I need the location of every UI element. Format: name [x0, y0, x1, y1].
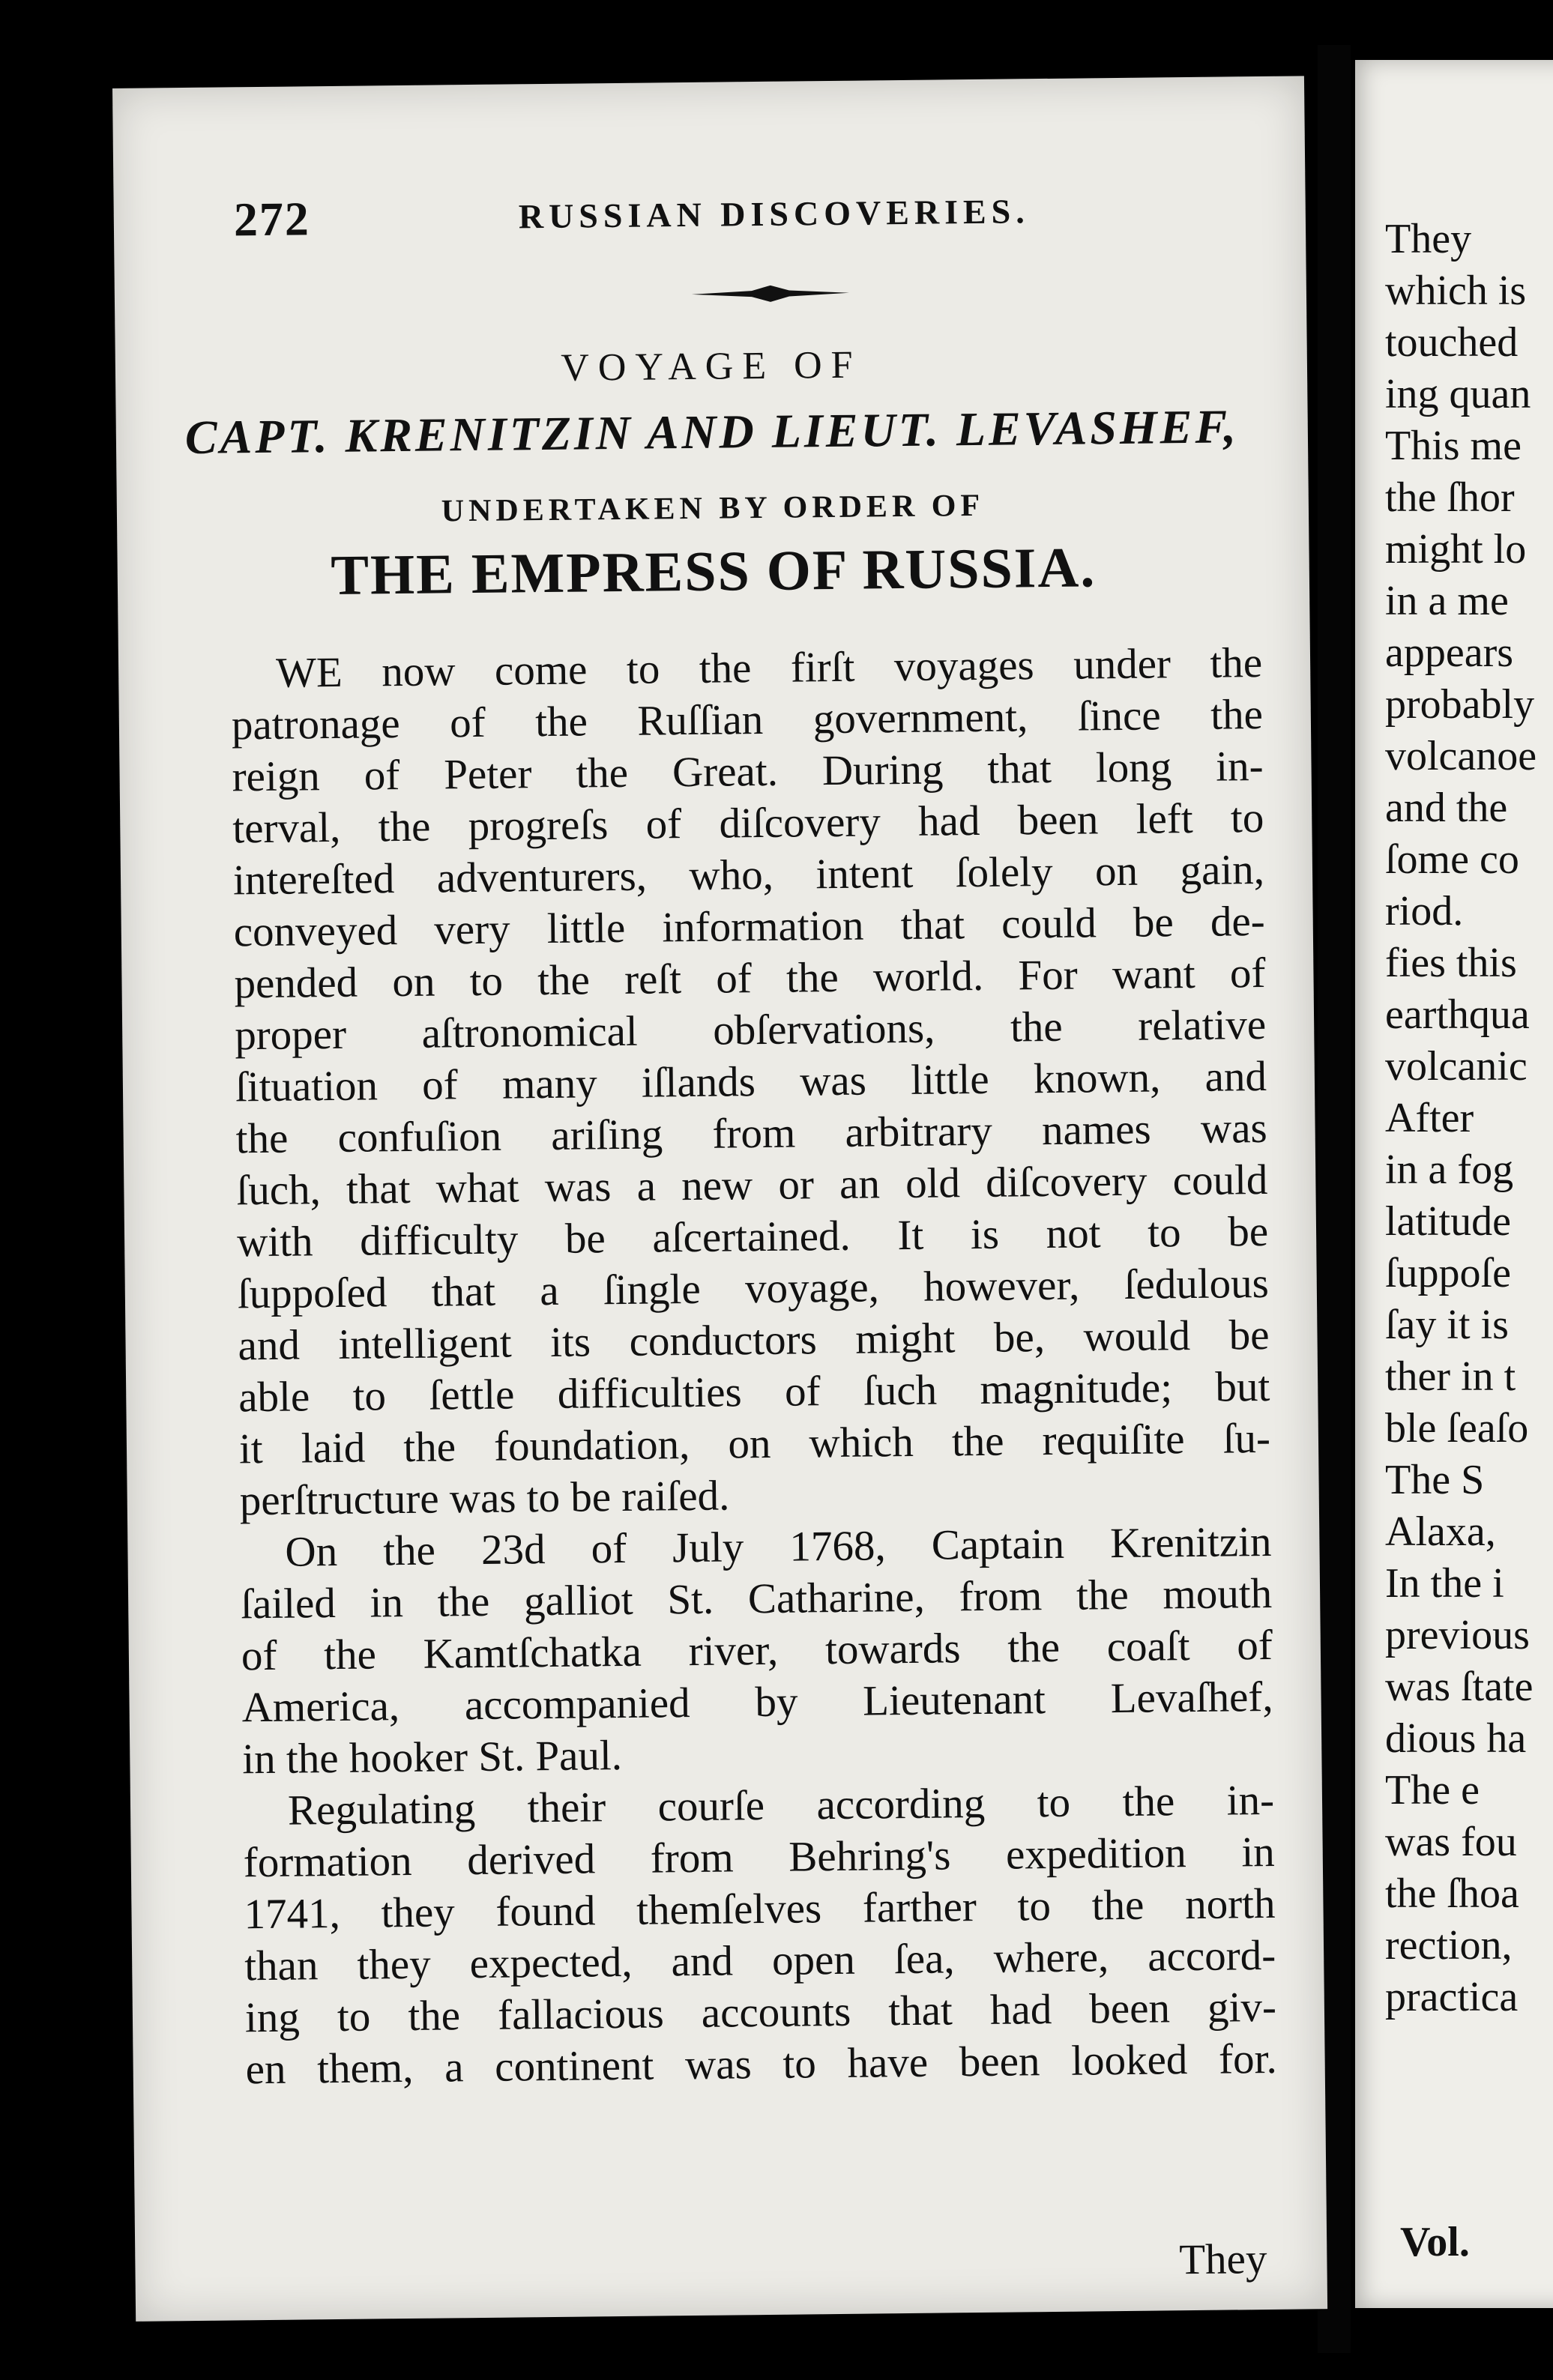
right-text-line: earthqua: [1385, 991, 1530, 1038]
text-line: pended on to the reſt of the world. For want of: [234, 949, 1266, 1008]
text-line: and intelligent its conductors might be, would be: [238, 1311, 1270, 1370]
right-text-line: was ſtate: [1385, 1664, 1534, 1710]
running-head: [233, 182, 1216, 260]
text-line: able to ſettle difficulties of ſuch magnitude; but: [238, 1362, 1270, 1422]
page-number: 272: [233, 192, 311, 247]
right-text-line: and the: [1385, 785, 1508, 831]
right-text-line: In the i: [1385, 1560, 1504, 1607]
text-line: America, accompanied by Lieutenant Levaſhef,: [241, 1673, 1273, 1732]
right-text-line: ing quan: [1385, 371, 1531, 417]
right-text-line: They: [1385, 216, 1472, 262]
body-text: [231, 637, 1277, 2095]
text-line: intereſted adventurers, who, intent ſolely on gain,: [232, 845, 1265, 904]
right-text-line: After: [1385, 1095, 1474, 1141]
left-page: [112, 76, 1327, 2321]
right-text-line: The e: [1385, 1767, 1480, 1813]
right-text-line: ſay it is: [1385, 1302, 1509, 1348]
right-text-line: volcanic: [1385, 1043, 1528, 1090]
text-line: the confuſion ariſing from arbitrary names was: [235, 1104, 1267, 1163]
right-text-line: ble ſeaſo: [1385, 1405, 1529, 1452]
right-text-line: in a me: [1385, 578, 1509, 624]
right-text-line: previous: [1385, 1612, 1530, 1658]
text-line: 1741, they found themſelves farther to the north: [244, 1879, 1276, 1939]
text-line: en them, a continent was to have been looked for.: [245, 2035, 1277, 2094]
right-text-line: rection,: [1385, 1922, 1513, 1969]
text-line: formation derived from Behring's expedition in: [243, 1828, 1276, 1887]
right-text-line: was fou: [1385, 1819, 1517, 1865]
right-text-line: ſome co: [1385, 836, 1519, 883]
text-line: with difficulty be aſcertained. It is not to be: [236, 1207, 1269, 1266]
text-line: ſuch, that what was a new or an old diſcovery could: [236, 1156, 1268, 1215]
right-text-line: the ſhoa: [1385, 1870, 1519, 1917]
right-text-line: which is: [1385, 268, 1527, 314]
running-title: RUSSIAN DISCOVERIES.: [518, 192, 1030, 236]
text-line: conveyed very little information that could be de-: [233, 897, 1266, 956]
text-line: ſuppoſed that a ſingle voyage, however, ſedulous: [237, 1259, 1270, 1318]
text-line: patronage of the Ruſſian government, ſince the: [231, 690, 1264, 749]
catchword: They: [1178, 2235, 1267, 2284]
text-line: of the Kamtſchatka river, towards the coaſt of: [241, 1621, 1273, 1680]
right-text-line: riod.: [1385, 888, 1464, 934]
right-text-line: latitude: [1385, 1198, 1511, 1245]
text-line: reign of Peter the Great. During that long in-: [232, 742, 1264, 801]
text-line: perſtructure was to be raiſed.: [239, 1472, 730, 1525]
right-text-line: practica: [1385, 1974, 1519, 2020]
right-text-line: fies this: [1385, 940, 1517, 986]
right-page: [1355, 60, 1553, 2308]
right-text-line: probably: [1385, 681, 1535, 728]
right-text-line: The S: [1385, 1457, 1485, 1503]
text-line: in the hooker St. Paul.: [242, 1732, 623, 1784]
text-line: Regulating their courſe according to the in-: [287, 1776, 1275, 1834]
right-text-line: This me: [1385, 423, 1522, 469]
right-text-line: dious ha: [1385, 1715, 1527, 1762]
right-text-line: volcanoe: [1385, 733, 1537, 779]
right-text-line: the ſhor: [1385, 474, 1515, 521]
right-text-line: touched: [1385, 319, 1519, 366]
title-line-captains: CAPT. KRENITZIN AND LIEUT. LEVASHEF,: [184, 399, 1240, 465]
right-page-text: [1385, 214, 1537, 2023]
right-text-line: appears: [1385, 629, 1514, 676]
right-text-line: ther in t: [1385, 1353, 1516, 1400]
text-line: it laid the foundation, on which the requiſite ſu-: [238, 1414, 1271, 1473]
text-line: ing to the fallacious accounts that had been giv-: [244, 1983, 1277, 2042]
signature-mark: Vol.: [1400, 2219, 1470, 2265]
right-text-line: Alaxa,: [1385, 1508, 1496, 1555]
text-line: On the 23d of July 1768, Captain Krenitzin: [285, 1517, 1272, 1576]
right-text-line: might lo: [1385, 526, 1527, 573]
ornament-rule: [692, 282, 849, 306]
text-line: than they expected, and open ſea, where, accord-: [244, 1931, 1276, 1990]
text-line: ſituation of many iſlands was little known, and: [235, 1052, 1267, 1111]
text-line: terval, the progreſs of diſcovery had been left to: [232, 794, 1264, 853]
text-line: ſailed in the galliot St. Catharine, from the mouth: [240, 1569, 1273, 1628]
title-line-voyage: VOYAGE OF: [561, 343, 862, 390]
right-text-line: ſuppoſe: [1385, 1250, 1511, 1296]
text-line: WE now come to the firſt voyages under the: [275, 638, 1263, 697]
right-text-line: in a fog: [1385, 1147, 1514, 1193]
text-line: proper aſtronomical obſervations, the relative: [234, 1000, 1267, 1060]
title-line-empress: THE EMPRESS OF RUSSIA.: [330, 536, 1097, 607]
title-line-undertaken: UNDERTAKEN BY ORDER OF: [441, 488, 985, 529]
